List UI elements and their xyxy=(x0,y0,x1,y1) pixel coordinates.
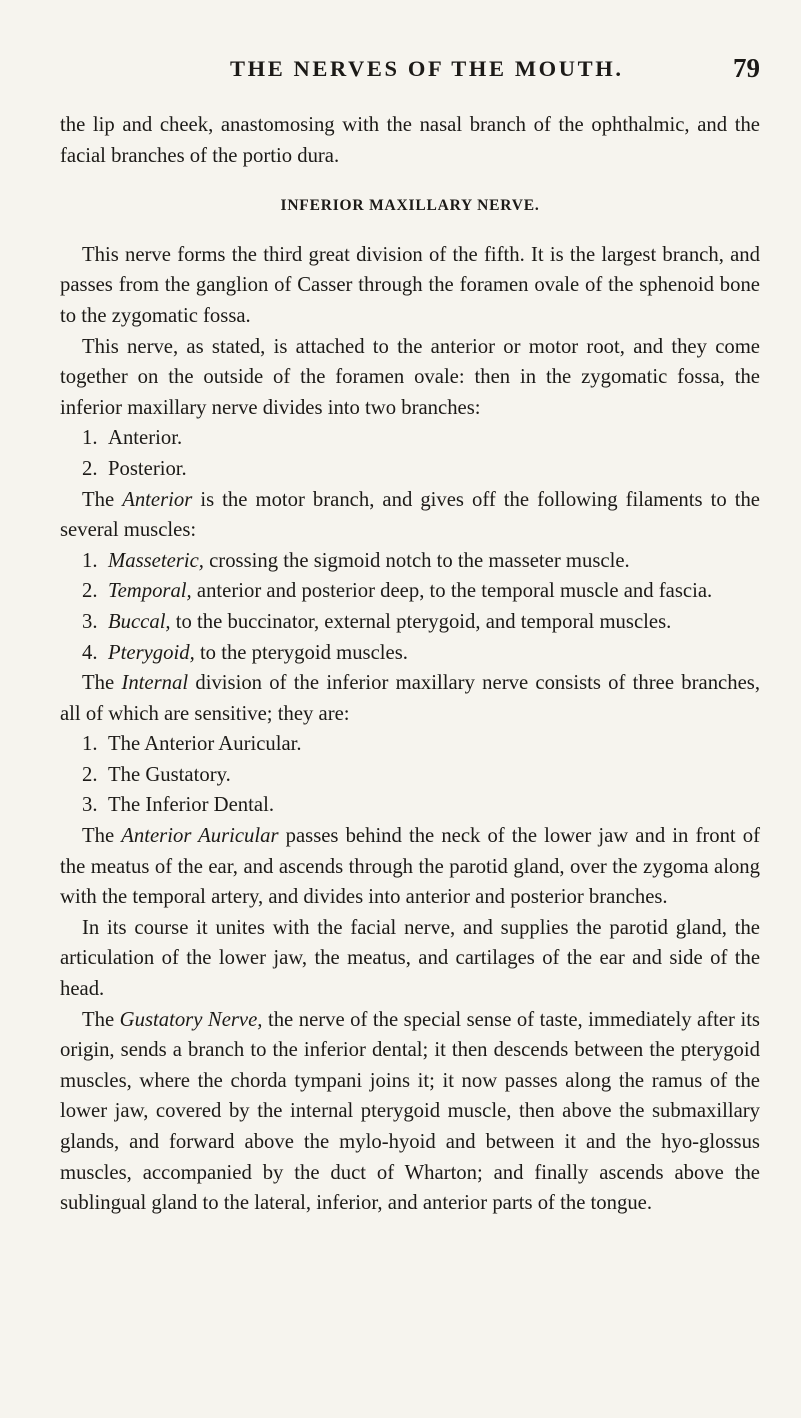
list-number: 1. xyxy=(82,549,98,572)
italic-term: Gustatory Nerve, xyxy=(119,1008,263,1031)
section-heading: INFERIOR MAXILLARY NERVE. xyxy=(280,197,540,215)
italic-term: Anterior xyxy=(122,488,193,511)
text-run: is the motor branch, and gives off the following filaments to the several muscles: xyxy=(60,488,760,542)
paragraph-internal xyxy=(60,668,760,729)
paragraph-course: In its course it unites with the facial nerve, and supplies the parotid gland, the articulation of the lower jaw, the meatus, and cartilages of the ear and side of the head. xyxy=(60,916,760,1001)
list-number: 2. xyxy=(82,580,98,603)
body-text xyxy=(60,110,760,1219)
list-text: crossing the sigmoid notch to the masseter muscle. xyxy=(203,549,630,572)
list-text: Posterior. xyxy=(108,457,187,480)
paragraph-auricular xyxy=(60,821,760,913)
italic-term: Temporal, xyxy=(108,580,192,603)
italic-term: Internal xyxy=(121,672,189,695)
italic-term: Anterior Auricular xyxy=(121,825,279,848)
list-text: to the buccinator, external pterygoid, and temporal muscles. xyxy=(170,610,672,633)
list-number: 3. xyxy=(82,610,98,633)
list-text: The Gustatory. xyxy=(108,763,231,786)
list-item xyxy=(60,607,760,638)
list-number: 1. xyxy=(82,427,98,450)
text-run: division of the inferior maxillary nerve consists of three branches, all of which are sensitive; they are: xyxy=(60,672,760,725)
intro-paragraph: the lip and cheek, anastomosing with the nasal branch of the ophthalmic, and the facial branches of the portio dura. xyxy=(60,114,760,167)
text-run: The xyxy=(82,672,122,695)
paragraph-attachment: This nerve, as stated, is attached to the anterior or motor root, and they come together on the outside of the foramen ovale: then in the zygomatic fossa, the inferior maxillary nerve divides into two branches: xyxy=(60,335,760,419)
list-item xyxy=(60,576,760,607)
list-item xyxy=(60,546,760,577)
list-number: 2. xyxy=(82,457,98,480)
list-text: The Inferior Dental. xyxy=(108,794,274,817)
list-number: 2. xyxy=(82,763,98,786)
list-number: 1. xyxy=(82,733,98,756)
italic-term: Masseteric, xyxy=(108,549,204,572)
text-run: The xyxy=(82,1008,120,1031)
list-item xyxy=(60,423,760,454)
paragraph-gustatory xyxy=(60,1005,760,1219)
list-item xyxy=(60,760,760,791)
text-run: passes behind the neck of the lower jaw and in front of the meatus of the ear, and ascends through the parotid gland, over the zygoma along with the temporal artery, and divides into anterior and posterior branches. xyxy=(60,825,760,909)
list-item xyxy=(60,454,760,485)
text-run: The xyxy=(82,825,122,848)
list-item xyxy=(60,729,760,760)
italic-term: Buccal, xyxy=(108,610,171,633)
text-run: The xyxy=(82,488,123,511)
paragraph-anterior xyxy=(60,485,760,546)
running-head: THE NERVES OF THE MOUTH. xyxy=(230,56,624,81)
page-header xyxy=(230,53,760,92)
list-number: 4. xyxy=(82,641,98,664)
italic-term: Pterygoid, xyxy=(108,641,195,664)
page-number: 79 xyxy=(733,53,760,83)
list-text: anterior and posterior deep, to the temporal muscle and fascia. xyxy=(191,580,713,603)
list-number: 3. xyxy=(82,794,98,817)
list-text: to the pterygoid muscles. xyxy=(194,641,408,664)
list-item xyxy=(60,638,760,669)
list-text: The Anterior Auricular. xyxy=(108,733,302,756)
list-item xyxy=(60,790,760,821)
text-run: the nerve of the special sense of taste, immediately after its origin, sends a branch to the inferior dental; it then descends between the pterygoid muscles, where the chorda tympani joins it; it now passes along the ramus of the lower jaw, covered by the internal pterygoid muscle, then above the submaxillary glands, and forward above the mylo-hyoid and between it and the hyo-glossus muscles, accompanied by the duct of Wharton; and finally ascends above the sublingual gland to the lateral, inferior, and anterior parts of the tongue. xyxy=(60,1008,760,1215)
paragraph-division: This nerve forms the third great division of the fifth. It is the largest branch, and passes from the ganglion of Casser through the foramen ovale of the sphenoid bone to the zygomatic fossa. xyxy=(60,243,760,327)
list-text: Anterior. xyxy=(108,427,183,450)
